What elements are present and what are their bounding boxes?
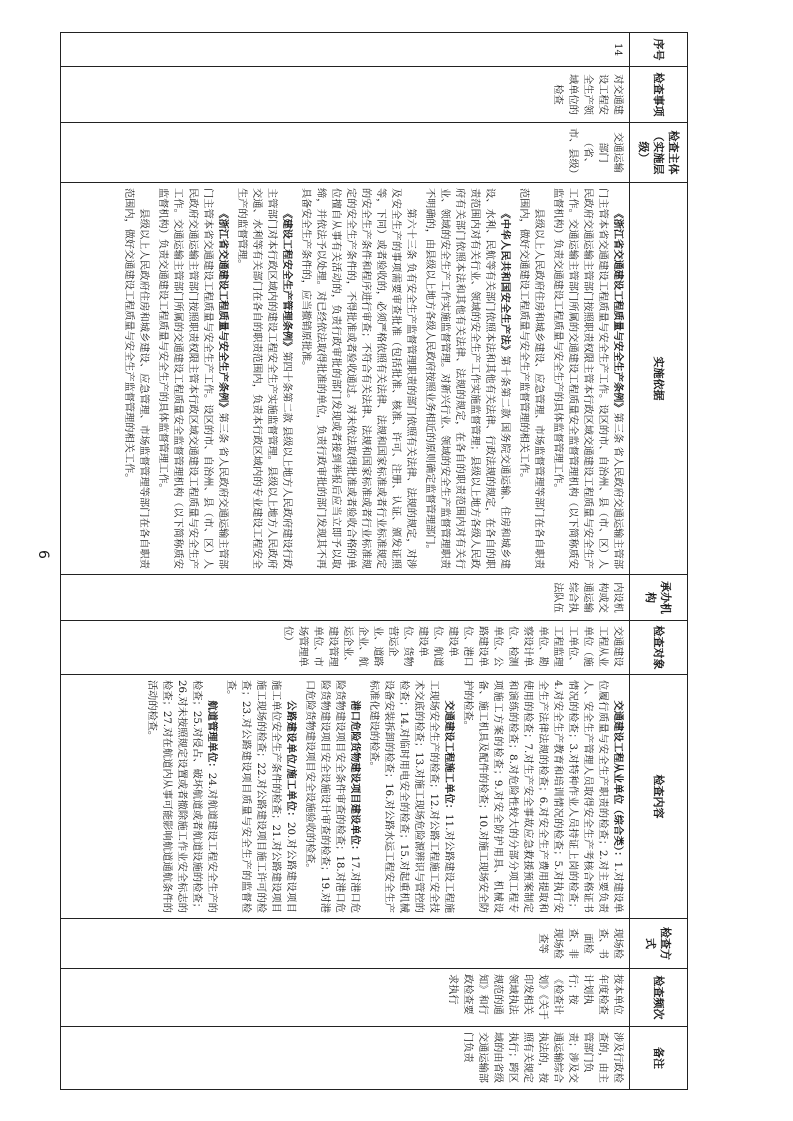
paragraph-text: 第十条第二款 国务院交通运输、住房和城乡建设、水利、民航等有关部门依照本法和其他有关法律、行政法规的规定，在各自的职责范围内对有关行业、领域的安全生产工作实施监督管理；县级以上地方各级人民政府有关部门依照本法和其他有关法律、法规的规定，在各自的职责范围内对有关行业、领域的安全生产工作实施监督管理。对新兴行业、领域的安全生产监督管理职责不明确的，由县级以上地方各级人民政府按照业务相近的原则确定监督管理部门。 [424,188,510,569]
header-target: 检查对象 [630,621,688,675]
cell-remark: 涉及行政检查的，由主管部门负责；涉及交通运输综合执法的，按照有关规定执行；跨区域的由省级交通运输部门负责 [61,1027,630,1090]
paragraph [366,680,456,913]
paragraph-text: 24.对航道建设工程安全生产的检查；25.对侵占、破坏航道或者航道设施的检查；26.对未按照规定设置或者撤除施工作业安全标志的检查；27.对在航道内从事可能影响航道通航条件的活动的检查。 [146,680,217,913]
paragraph [550,188,625,569]
paragraph-text: 11.对公路建设工程施工现场安全生产的检查；12.对公路工程施工安全技术交底的检查；13.对施工现场危险源辨识与管控的检查；14.对临时用电安全的检查；15.对起重机械设备安装拆卸的检查；16.对公路水运工程安全生产标准化建设的检查。 [368,680,454,914]
header-content: 检查内容 [630,675,688,919]
header-basis: 实施依据 [630,183,688,575]
header-org: 承办机构 [630,575,688,621]
paragraph-text: 第四十条第二款 县级以上地方人民政府建设行政主管部门对本行政区域内的建设工程安全生产实施监督管理。县级以上地方人民政府交通、水利等有关部门在各自的职责范围内，负责本行政区域内的专业建设工程安全生产的监督管理。 [236,188,292,569]
paragraph-lead: 公路建设单位/施工单位： [285,700,297,823]
cell-basis [61,183,630,575]
cell-method: 现场检查、书面检查、非现场检查等 [61,919,630,969]
header-subject: 检查主体（实施层级） [630,123,688,183]
paragraph-text: 县级以上人民政府住房和城乡建设、应急管理、市场监督管理等部门在各自职责范围内，做好交通建设工程质量与安全生产监督管理的相关工作。 [123,188,149,569]
page-number: 6 [35,550,51,559]
header-method: 检查方式 [630,919,688,969]
paragraph-lead: 《建设工程安全生产管理条例》 [281,208,293,352]
inspection-table [60,32,688,1090]
paragraph [422,188,512,569]
cell-seq: 14 [61,33,630,67]
paragraph-lead: 交通建设工程从业单位（综合类）： [612,700,624,862]
header-row [630,33,688,1090]
paragraph [234,188,294,569]
paragraph [460,680,625,913]
cell-freq: 按本单位年度检查计划执行；按《检查计划》《关于印发相关领域执法规范的通知》和行政检查要求执行 [61,969,630,1027]
header-seq: 序号 [630,33,688,67]
paragraph-text: 20.对公路建设项目施工单位安全生产条件的检查；21.对公路建设项目施工现场的检查；22.对公路建设项目施工许可的检查；23.对公路建设项目质量与安全生产的监督检查。 [225,680,296,913]
cell-content [61,675,630,919]
paragraph-lead: 《浙江省交通建设工程质量与安全生产条例》 [217,208,229,413]
header-remark: 备注 [630,1027,688,1090]
paragraph [516,188,546,569]
paragraph [155,188,230,569]
paragraph-lead: 《中华人民共和国安全生产法》 [499,208,511,356]
paragraph-text: 县级以上人民政府住房和城乡建设、应急管理、市场监督管理等部门在各自职责范围内，做好交通建设工程质量与安全生产监督管理的相关工作。 [518,188,544,569]
content-list [144,680,625,913]
paragraph-text: 第三条 省人民政府交通运输主管部门主管本省交通建设工程质量与安全生产工作。设区的市、自治州、县（市、区）人民政府交通运输主管部门按照职责权限主管本行政区域交通建设工程质量与安全生产工作。交通运输主管部门所属的交通建设工程质量安全监督管理机构（以下简称质安监督机构）负责交通建设工程质量与安全生产的具体监督管理工作。 [157,188,228,570]
paragraph [121,188,151,569]
paragraph-text: 17.对港口危险货物建设项目安全条件审查的检查；18.对港口危险货物建设项目安全设施设计审查的检查；19.对港口危险货物建设项目安全设施验收的检查。 [304,680,360,914]
paragraph-lead: 航道管理单位： [206,700,218,773]
cell-target: 交通建设工程从业单位（施工单位、工程监理单位、勘察设计单位、检测单位、公路建设单位、港口建设单位、航道建设单位、货物营运企业、道路企业、航运企业、建设管理单位、市场管理单位） [61,621,630,675]
basis-list [121,188,625,569]
paragraph-lead: 《浙江省交通建设工程质量与安全生产条例》 [612,208,624,413]
paragraph [144,680,219,913]
paragraph-text: 1.对建设单位履行质量与安全生产职责的检查；2.对主要负责人、安全生产管理人员取得安全生产考核合格证书情况的检查；3.对特种作业人员持证上岗的检查；4.对安全生产教育和培训情况的检查；5.对执行安全生产法律法规的检查；6.对安全生产费用提取和使用的检查；7.对生产安全事故应急救援预案制定和演练的检查；8.对危险性较大的分部分项工程专项施工方案的检查；9.对安全防护用具、机械设备、施工机具及配件的检查；10.对施工现场安全防护的检查。 [462,680,623,913]
cell-org: 内设机构或交通运输综合执法队伍 [61,575,630,621]
paragraph-lead: 交通建设工程施工单位： [443,700,455,815]
paragraph-text: 第三条 省人民政府交通运输主管部门主管本省交通建设工程质量与安全生产工作。设区的市、自治州、县（市、区）人民政府交通运输主管部门按照职责权限主管本行政区域交通建设工程质量与安全生产工作。交通运输主管部门所属的交通建设工程质量安全监督管理机构（以下简称质安监督机构）负责交通建设工程质量与安全生产的具体监督管理工作。 [552,188,623,570]
header-freq: 检查频次 [630,969,688,1027]
paragraph [223,680,298,913]
paragraph-text: 第六十三条 负有安全生产监督管理职责的部门依照有关法律、法规的规定，对涉及安全生产的事项需要审查批准（包括批准、核准、许可、注册、认证、颁发证照等，下同）或者验收的，必须严格依照有关法律、法规和国家标准或者行业标准规定的安全生产条件和程序进行审查；不符合有关法律、法规和国家标准或者行业标准规定的安全生产条件的，不得批准或者验收通过。对未依法取得批准或者验收合格的单位擅自从事有关活动的，负责行政审批的部门发现或者接到举报后应当立即予以取缔，并依法予以处理。对已经依法取得批准的单位，负责行政审批的部门发现其不再具备安全生产条件的，应当撤销原批准。 [300,188,416,569]
paragraph [302,680,362,913]
paragraph-lead: 港口危险货物建设项目建设单位： [349,700,361,856]
cell-item: 对交通建设工程安全生产领域单位的检查 [61,67,630,123]
paragraph [298,188,418,569]
table-row [61,33,630,1090]
cell-subject: 交通运输部门（省、市、县级） [61,123,630,183]
header-item: 检查事项 [630,67,688,123]
